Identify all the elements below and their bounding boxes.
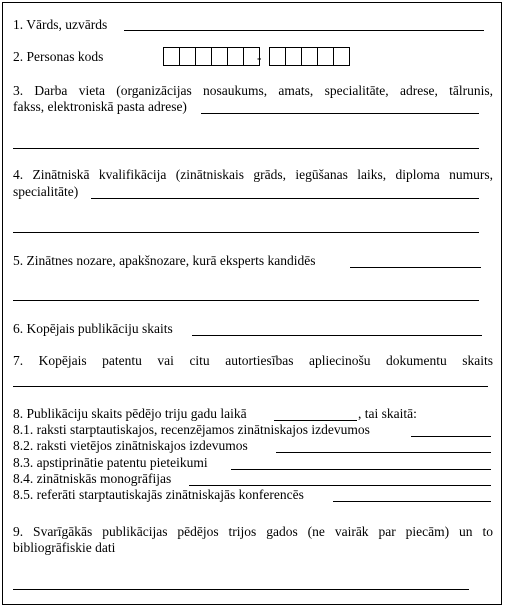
field-science-branch-input-1[interactable]: [350, 267, 481, 268]
personal-code-separator: -: [257, 50, 262, 65]
field-name-input[interactable]: [124, 30, 484, 31]
personal-code-digit-4[interactable]: [211, 47, 228, 66]
field-workplace-label-line1: 3. Darba vieta (organizācijas nosaukums, amats, specialitāte, adrese, tālrunis,: [13, 83, 493, 98]
field-8-1-input[interactable]: [411, 436, 491, 437]
field-qualification-input-2[interactable]: [13, 232, 479, 233]
field-workplace-input-2[interactable]: [13, 148, 479, 149]
field-qualification-label-line1: 4. Zinātniskā kvalifikācija (zinātniskais grāds, iegūšanas laiks, diploma numurs,: [13, 167, 493, 182]
field-8-5-label: 8.5. referāti starptautiskajās zinātniskajās konferencēs: [13, 487, 304, 502]
personal-code-digit-11[interactable]: [333, 47, 350, 66]
personal-code-digit-3[interactable]: [195, 47, 212, 66]
personal-code-digit-2[interactable]: [179, 47, 196, 66]
field-key-publications-label-line1: 9. Svarīgākās publikācijas pēdējos trijos gados (ne vairāk par piecām) un to: [13, 524, 493, 539]
field-8-5-input[interactable]: [333, 501, 491, 502]
field-patents-total-label: 7. Kopējais patentu vai citu autortiesības apliecinošu dokumentu skaits: [13, 353, 493, 368]
field-8-3-label: 8.3. apstiprinātie patentu pieteikumi: [13, 455, 208, 470]
personal-code-digit-5[interactable]: [227, 47, 244, 66]
personal-code-digit-9[interactable]: [301, 47, 318, 66]
field-publications-total-input[interactable]: [192, 335, 482, 336]
field-workplace-input-1[interactable]: [201, 113, 479, 114]
field-publications-total-label: 6. Kopējais publikāciju skaits: [13, 321, 173, 336]
field-publications-recent-label: 8. Publikāciju skaits pēdējo triju gadu laikā: [13, 406, 247, 421]
field-science-branch-label: 5. Zinātnes nozare, apakšnozare, kurā eksperts kandidēs: [13, 253, 316, 268]
field-qualification-label-line2: specialitāte): [13, 184, 79, 199]
field-key-publications-label-line2: bibliogrāfiskie dati: [13, 540, 116, 555]
field-qualification-input-1[interactable]: [91, 198, 479, 199]
field-publications-recent-input[interactable]: [274, 420, 357, 421]
personal-code-digit-10[interactable]: [317, 47, 334, 66]
field-8-2-label: 8.2. raksti vietējos zinātniskajos izdevumos: [13, 438, 248, 453]
personal-code-digit-7[interactable]: [269, 47, 286, 66]
field-name-label: 1. Vārds, uzvārds: [13, 17, 108, 32]
field-8-3-input[interactable]: [231, 469, 491, 470]
expert-application-form: [2, 2, 502, 605]
field-8-2-input[interactable]: [276, 452, 491, 453]
field-patents-total-input[interactable]: [13, 386, 488, 387]
field-8-1-label: 8.1. raksti starptautiskajos, recenzējamos zinātniskajos izdevumos: [13, 422, 370, 437]
field-key-publications-input[interactable]: [13, 589, 469, 590]
personal-code-digit-1[interactable]: [163, 47, 180, 66]
field-workplace-label-line2: fakss, elektroniskā pasta adrese): [13, 99, 187, 114]
personal-code-digit-8[interactable]: [285, 47, 302, 66]
field-publications-recent-suffix: , tai skaitā:: [358, 406, 417, 421]
field-8-4-label: 8.4. zinātniskās monogrāfijas: [13, 471, 172, 486]
field-science-branch-input-2[interactable]: [13, 300, 479, 301]
field-personal-code-label: 2. Personas kods: [13, 49, 104, 64]
field-8-4-input[interactable]: [189, 485, 491, 486]
